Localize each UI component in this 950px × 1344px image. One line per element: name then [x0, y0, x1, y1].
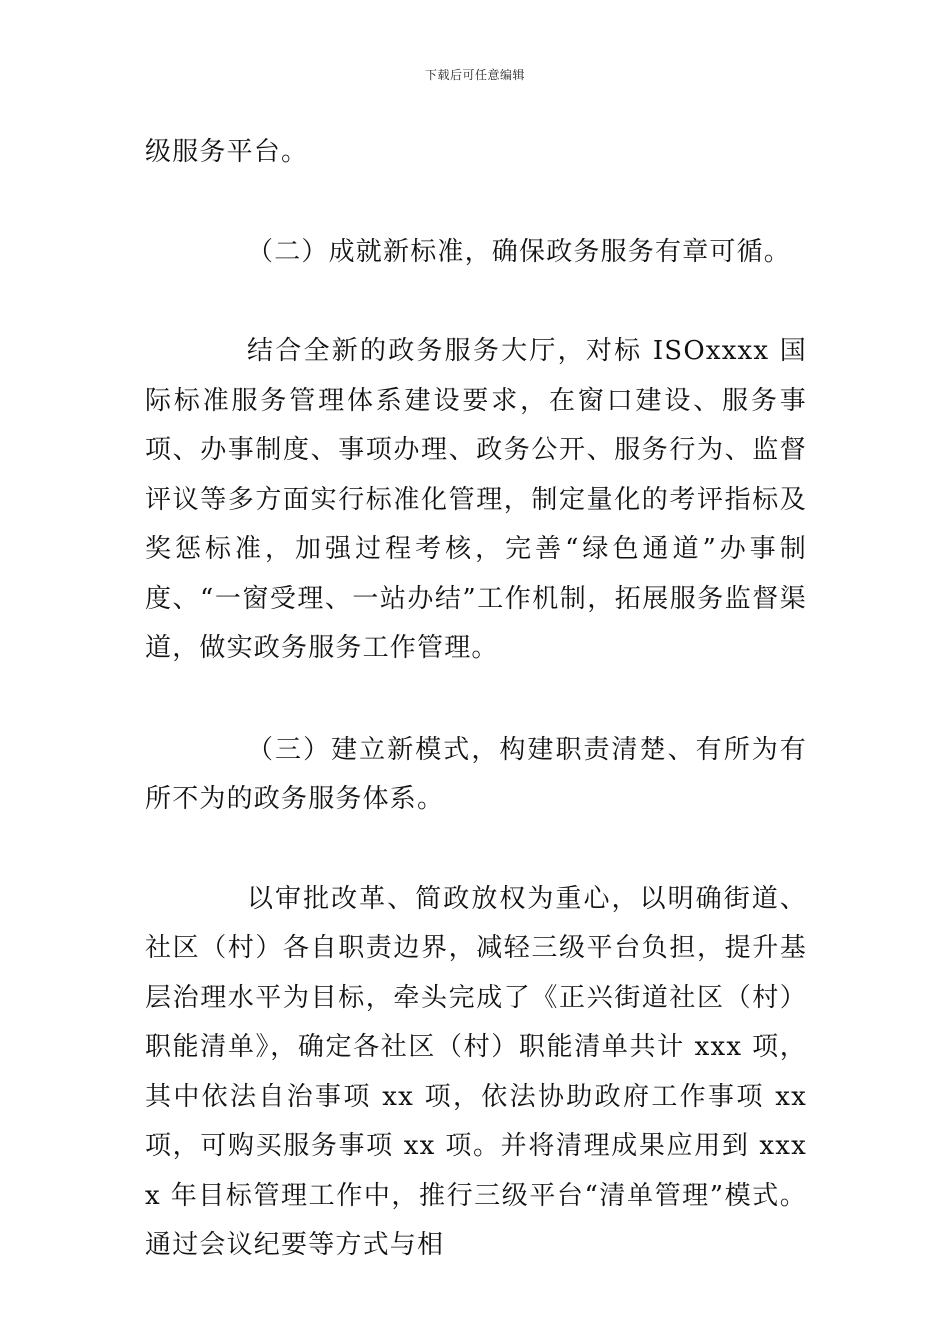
- paragraph-model: 以审批改革、简政放权为重心，以明确街道、社区（村）各自职责边界，减轻三级平台负担，提升基层治理水平为目标，牵头完成了《正兴街道社区（村）职能清单》，确定各社区（村）职能清单共计 xxx 项，其中依法自治事项 xx 项，依法协助政府工作事项 xx 项，可购买服务事项 xx 项。并将清理成果应用到 xxxx 年目标管理工作中，推行三级平台“清单管理”模式。通过会议纪要等方式与相: [145, 883, 807, 1260]
- section-heading-3: （三）建立新模式，构建职责清楚、有所为有所不为的政务服务体系。: [145, 734, 807, 814]
- paragraph-spacer: [145, 277, 807, 327]
- section-heading-2: （二）成就新标准，确保政务服务有章可循。: [247, 236, 792, 267]
- paragraph-continuation: 级服务平台。: [145, 137, 309, 167]
- paragraph-spacer: [145, 178, 807, 228]
- paragraph-spacer: [145, 825, 807, 875]
- paragraph-standards: 结合全新的政务服务大厅，对标 ISOxxxx 国际标准服务管理体系建设要求，在窗口建设、服务事项、办事制度、事项办理、政务公开、服务行为、监督评议等多方面实行标准化管理，制定量化的考评指标及奖惩标准，加强过程考核，完善“绿色通道”办事制度、“一窗受理、一站办结”工作机制，拓展服务监督渠道，做实政务服务工作管理。: [145, 336, 807, 663]
- page-header-note: 下载后可任意编辑: [424, 68, 525, 82]
- document-body: [145, 128, 807, 1271]
- paragraph-spacer: [145, 674, 807, 726]
